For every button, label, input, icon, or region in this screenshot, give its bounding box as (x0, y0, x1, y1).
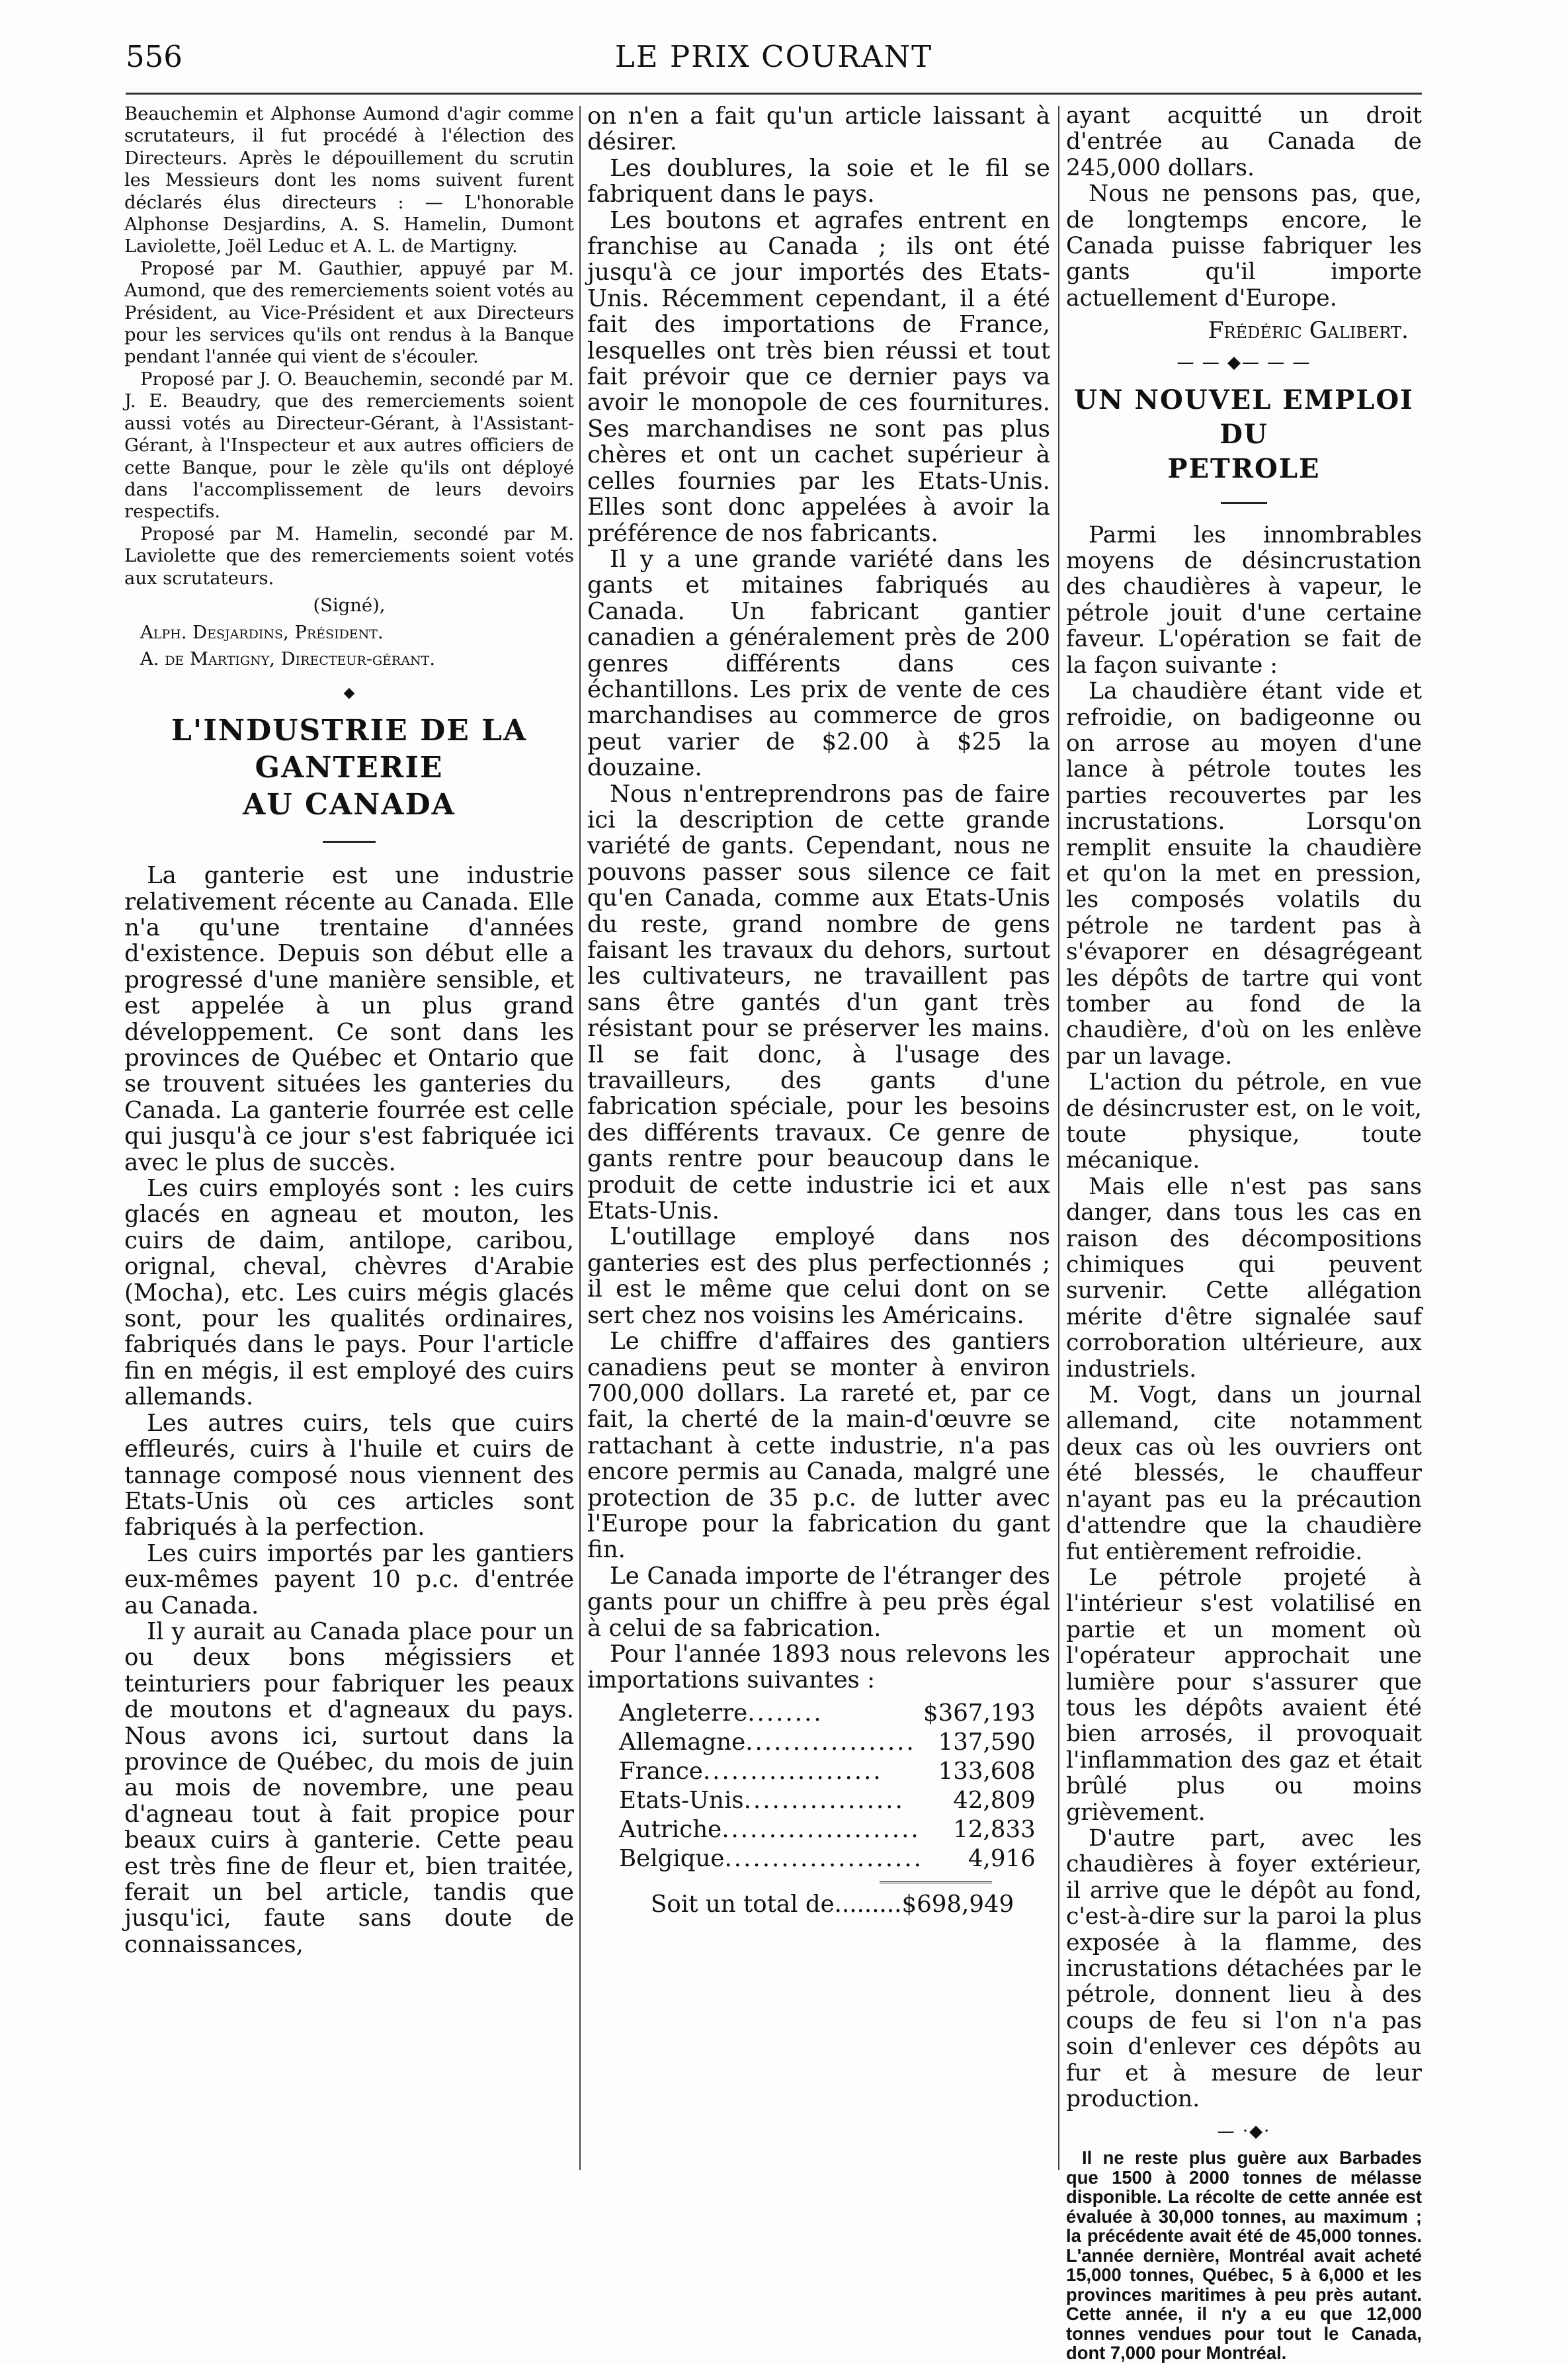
import-value: $367,193 (923, 1699, 1036, 1727)
column-1 (124, 103, 574, 2174)
header-rule (126, 93, 1422, 95)
separator-ornament: — ·◆· (1217, 2122, 1271, 2142)
import-value: 137,590 (938, 1728, 1036, 1756)
table-row (619, 1786, 1036, 1815)
article-paragraph: L'action du pétrole, en vue de désincruster est, on le voit, toute physique, toute mécanique. (1066, 1069, 1422, 1174)
import-country: Angleterre........ (619, 1699, 823, 1727)
total-label: Soit un total de (651, 1890, 835, 1918)
article-paragraph: ayant acquitté un droit d'entrée au Canada de 245,000 dollars. (1066, 103, 1422, 181)
column-2 (587, 103, 1050, 2174)
separator-ornament: ◆ (343, 685, 355, 702)
column-3 (1066, 103, 1422, 2363)
import-value: 4,916 (968, 1844, 1036, 1872)
article-author: Frédéric Galibert. (1208, 318, 1409, 345)
article-heading-ganterie (124, 712, 574, 824)
article-paragraph: Les boutons et agrafes entrent en franchise au Canada ; ils ont été jusqu'à ce jour importés des Etats-Unis. Récemment cependant, il a été fait des importations de France, lesquelles ont très bien réussi et tout fait prévoir que ce dernier pays va avoir le monopole de ces fournitures. Ses marchandises ne sont pas plus chères et ont un cachet supérieur à celles fournies par les Etats-Unis. Elles sont donc appelées à avoir la préférence de nos fabricants. (587, 206, 1050, 547)
article-paragraph: D'autre part, avec les chaudières à foyer extérieur, il arrive que le dépôt au fond, c'est-à-dire sur la paroi la plus exposée à la flamme, des incrustations détachées par le pétrole, donnent lieu à des coups de feu si l'on n'a pas soin d'enlever ces dépôts au fur et à mesure de leur production. (1066, 1825, 1422, 2113)
signature-president: Alph. Desjardins, Président. (140, 623, 384, 644)
article-paragraph: Les doublures, la soie et le fil se fabriquent dans le pays. (587, 154, 1050, 208)
article-paragraph: Les cuirs employés sont : les cuirs glacés en agneau et mouton, les cuirs de daim, antilope, caribou, orignal, cheval, chèvres d'Arabie (Mocha), etc. Les cuirs mégis glacés sont, pour les qualités ordinaires, fabriqués dans le pays. Pour l'article fin en mégis, il est employé des cuirs allemands. (124, 1175, 574, 1411)
minutes-paragraph: Proposé par M. Gauthier, appuyé par M. Aumond, que des remerciements soient votés au Président, au Vice-Président et aux Directeurs pour les services qu'ils ont rendus à la Banque pendant l'année qui vient de s'écouler. (124, 258, 574, 368)
article-title-line: PETROLE (1167, 452, 1321, 484)
column-divider (579, 106, 581, 2170)
article-title-line: L'INDUSTRIE DE LA GANTERIE (171, 714, 528, 785)
article-paragraph: on n'en a fait qu'un article laissant à désirer. (587, 103, 1050, 156)
import-country: Etats-Unis................. (619, 1786, 905, 1814)
barbades-note (1066, 2148, 1422, 2363)
article-paragraph: L'outillage employé dans nos ganteries est des plus perfectionnés ; il est le même que celui dont on se sert chez nos voisins les Américains. (587, 1223, 1050, 1329)
title-rule (1221, 502, 1267, 504)
article-paragraph: Les autres cuirs, tels que cuirs effleurés, cuirs à l'huile et cuirs de tannage composé nous viennent des Etats-Unis où ces articles sont fabriqués à la perfection. (124, 1409, 574, 1541)
article-paragraph: Il y a une grande variété dans les gants et mitaines fabriqués au Canada. Un fabricant gantier canadien a généralement près de 200 genres différents dans ces échantillons. Les prix de vente de ces marchandises au commerce de gros peut varier de $2.00 à $25 la douzaine. (587, 545, 1050, 782)
signature-label: (Signé), (313, 595, 386, 616)
article-paragraph: M. Vogt, dans un journal allemand, cite notamment deux cas où les ouvriers ont été blessés, le chauffeur n'ayant pas eu la précaution d'attendre que la chaudière fut entièrement refroidie. (1066, 1382, 1422, 1565)
table-row (619, 1815, 1036, 1844)
article-paragraph: Les cuirs importés par les gantiers eux-mêmes payent 10 p.c. d'entrée au Canada. (124, 1539, 574, 1619)
import-country: Belgique..................... (619, 1844, 923, 1872)
imports-total: Soit un total de.........$698,949 (651, 1890, 1014, 1918)
page-number: 556 (126, 39, 183, 74)
article-heading-petrole (1066, 383, 1422, 486)
article-paragraph: La ganterie est une industrie relativement récente au Canada. Elle n'a qu'une trentaine d'années d'existence. Depuis son début elle a progressé d'une manière sensible, et est appelée à un plus grand développement. Ce sont dans les provinces de Québec et Ontario que se trouvent situées les ganteries du Canada. La ganterie fourrée est celle qui jusqu'à ce jour s'est fabriquée ici avec le plus de succès. (124, 862, 574, 1176)
article-paragraph: Le Canada importe de l'étranger des gants pour un chiffre à peu près égal à celui de sa fabrication. (587, 1562, 1050, 1642)
article-body-ganterie-end (1066, 103, 1422, 345)
article-body-ganterie (124, 863, 574, 1957)
minutes-paragraph: Proposé par J. O. Beauchemin, secondé par M. J. E. Beaudry, que des remerciements soient aussi votés au Directeur-Gérant, à l'Assistant-Gérant, à l'Inspecteur et aux autres officiers de cette Banque, pour le zèle qu'ils ont déployé dans l'accomplissement de leurs devoirs respectifs. (124, 368, 574, 523)
import-country: Allemagne.................. (619, 1728, 916, 1756)
article-paragraph: Nous ne pensons pas, que, de longtemps encore, le Canada puisse fabriquer les gants qu'il importe actuellement d'Europe. (1066, 181, 1422, 312)
separator-ornament: — — ◆— — — (1176, 352, 1311, 372)
article-paragraph: Mais elle n'est pas sans danger, dans tous les cas en raison des décompositions chimiques qui peuvent survenir. Cette allégation mérite d'être signalée sauf corroboration ultérieure, aux industriels. (1066, 1173, 1422, 1383)
article-body-petrole (1066, 523, 1422, 2113)
minutes-paragraph: Beauchemin et Alphonse Aumond d'agir comme scrutateurs, il fut procédé à l'élection des Directeurs. Après le dépouillement du scrutin les Messieurs dont les noms suivent furent déclarés élus directeurs : — L'honorable Alphonse Desjardins, A. S. Hamelin, Dumont Laviolette, Joël Leduc et A. L. de Martigny. (124, 104, 574, 257)
total-rule (880, 1881, 992, 1883)
minutes-paragraph: Proposé par M. Hamelin, secondé par M. Laviolette que des remerciements soient votés aux scrutateurs. (124, 523, 574, 589)
title-rule (323, 841, 376, 843)
page-header (126, 37, 1422, 77)
article-body-ganterie-cont (587, 103, 1050, 1694)
article-paragraph: Il y aurait au Canada place pour un ou deux bons mégissiers et teinturiers pour fabriquer les peaux de moutons et d'agneaux du pays. Nous avons ici, surtout dans la province de Québec, du mois de juin au mois de novembre, une peau d'agneau tout à fait propice pour beaux cuirs à ganterie. Cette peau est très fine de fleur et, bien traitée, ferait un bel article, tandis que jusqu'ici, faute sans doute de connaissances, (124, 1617, 574, 1958)
article-paragraph: La chaudière étant vide et refroidie, on badigeonne ou on arrose au moyen d'une lance à pétrole toutes les parties recouvertes par les incrustations. Lorsqu'on remplit ensuite la chaudière et qu'on la met en pression, les composés volatils du pétrole ne tardent pas à s'évaporer en désagrégeant les dépôts de tartre qui vont tomber au fond de la chaudière, d'où on les enlève par un lavage. (1066, 678, 1422, 1070)
article-title-line: AU CANADA (243, 788, 456, 822)
import-country: France................... (619, 1757, 883, 1785)
signature-manager: A. de Martigny, Directeur-gérant. (140, 648, 436, 669)
import-country: Autriche..................... (619, 1815, 921, 1843)
table-row (619, 1699, 1036, 1728)
article-paragraph: Parmi les innombrables moyens de désincrustation des chaudières à vapeur, le pétrole jouit d'une certaine faveur. L'opération se fait de la façon suivante : (1066, 521, 1422, 679)
table-row (619, 1757, 1036, 1786)
article-paragraph: Le pétrole projeté à l'intérieur s'est volatilisé en partie et un moment où l'opérateur approchait une lumière pour s'assurer que tous les dépôts avaient été bien arrosés, il provoquait l'inflammation des gaz et était brûlé plus ou moins grièvement. (1066, 1564, 1422, 1826)
article-title-line: UN NOUVEL EMPLOI DU (1074, 384, 1414, 450)
article-paragraph: Nous n'entreprendrons pas de faire ici la description de cette grande variété de gants. Cependant, nous ne pouvons passer sous silence ce fait qu'en Canada, comme aux Etats-Unis du reste, grand nombre de gens faisant les travaux du dehors, surtout les cultivateurs, ne travaillent pas sans être gantés d'un gant très résistant pour se préserver les mains. Il se fait donc, à l'usage des travailleurs, des gants d'une fabrication spéciale, pour les besoins des différents travaux. Ce genre de gants rentre pour beaucoup dans le produit de cette industrie ici et aux Etats-Unis. (587, 780, 1050, 1225)
table-row (619, 1844, 1036, 1873)
import-value: 42,809 (953, 1786, 1036, 1814)
import-value: 12,833 (953, 1815, 1036, 1843)
meeting-minutes (124, 103, 574, 670)
article-paragraph: Pour l'année 1893 nous relevons les importations suivantes : (587, 1640, 1050, 1694)
total-value: $698,949 (901, 1890, 1014, 1918)
table-row (619, 1728, 1036, 1757)
imports-table (619, 1699, 1036, 1873)
column-divider (1058, 106, 1059, 2170)
publication-title: LE PRIX COURANT (614, 39, 933, 74)
import-value: 133,608 (938, 1757, 1036, 1785)
note-paragraph: Il ne reste plus guère aux Barbades que 1500 à 2000 tonnes de mélasse disponible. La récolte de cette année est évaluée à 30,000 tonnes, au maximum ; la précédente avait été de 45,000 tonnes. L'année dernière, Montréal avait acheté 15,000 tonnes, Québec, 5 à 6,000 et les provinces maritimes à peu près autant. Cette année, il n'y a eu que 12,000 tonnes vendues pour tout le Canada, dont 7,000 pour Montréal. (1066, 2147, 1422, 2363)
article-paragraph: Le chiffre d'affaires des gantiers canadiens peut se monter à environ 700,000 dollars. La rareté et, par ce fait, la cherté de la main-d'œuvre se rattachant à cette industrie, n'a pas encore permis au Canada, malgré une protection de 35 p.c. de lutter avec l'Europe pour la fabrication du gant fin. (587, 1328, 1050, 1564)
